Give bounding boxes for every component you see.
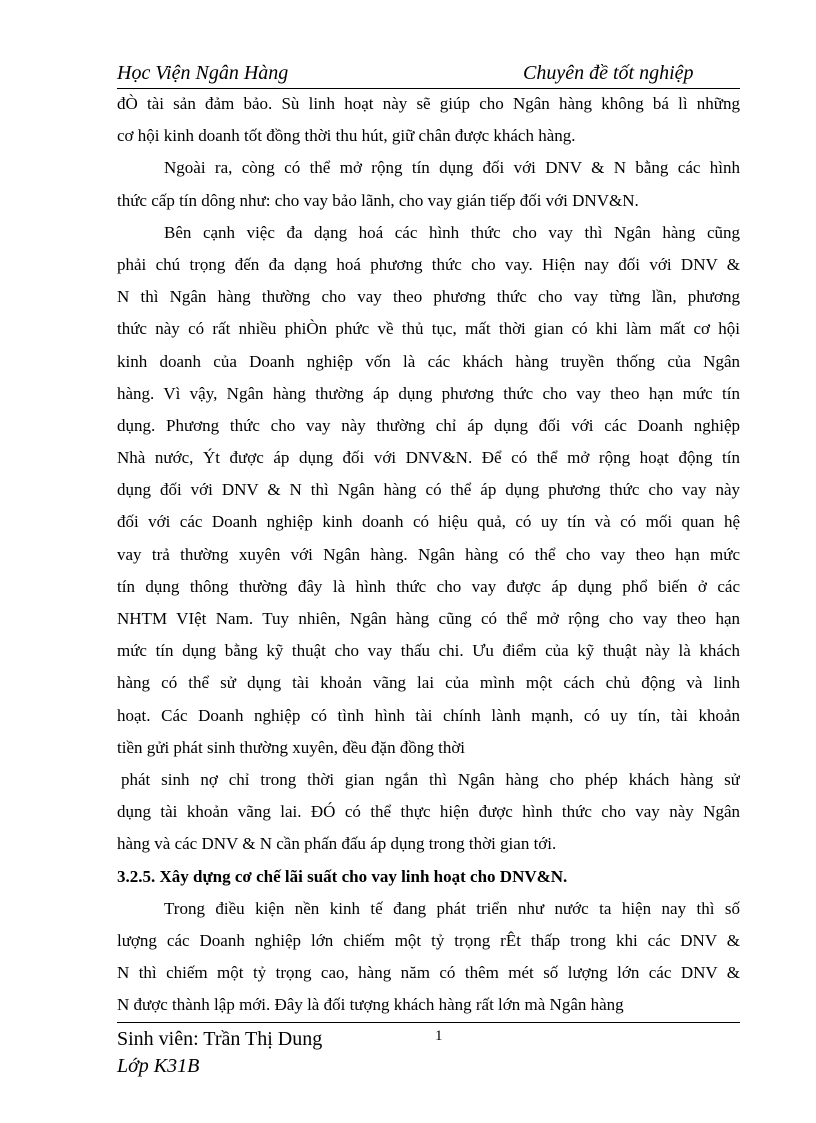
text-line: N được thành lập mới. Đây là đối tượng khách hàng rất lớn mà Ngân hàng (117, 995, 624, 1015)
text-line: thức này có rất nhiều phiÒn phức về thủ tục, mất thời gian có khi làm mất cơ hội (117, 319, 740, 339)
text-line: dụng tài khoản vãng lai. ĐÓ có thể thực hiện được hình thức cho vay này Ngân (117, 802, 740, 822)
section-heading: 3.2.5. Xây dựng cơ chế lãi suất cho vay linh hoạt cho DNV&N. (117, 866, 568, 886)
text-line: thức cấp tín dông như: cho vay bảo lãnh, cho vay gián tiếp đối với DNV&N. (117, 190, 639, 210)
text-line: dụng. Phương thức cho vay này thường chỉ áp dụng đối với các Doanh nghiệp (117, 415, 740, 435)
text-line: đÒ tài sản đảm bảo. Sù linh hoạt này sẽ giúp cho Ngân hàng không bá lì những (117, 94, 740, 113)
text-line: cơ hội kinh doanh tốt đồng thời thu hút, giữ chân được khách hàng. (117, 126, 576, 146)
footer-student-name: Sinh viên: Trần Thị Dung (117, 1028, 323, 1050)
page-number: 1 (435, 1028, 443, 1044)
text-line: Bên cạnh việc đa dạng hoá các hình thức cho vay thì Ngân hàng cũng (164, 222, 740, 242)
page-footer (117, 1022, 740, 1077)
text-line: hàng có thể sử dụng tài khoản vãng lai của mình một cách chủ động và linh (117, 673, 740, 693)
text-line: N thì chiếm một tỷ trọng cao, hàng năm có thêm mét số lượng lớn các DNV & (117, 963, 740, 983)
text-line: N thì Ngân hàng thường cho vay theo phương thức cho vay từng lần, phương (117, 287, 740, 307)
text-line: kinh doanh của Doanh nghiệp vốn là các khách hàng truyền thống của Ngân (117, 351, 740, 371)
body-text (117, 88, 740, 1021)
text-line: mức tín dụng bằng kỹ thuật cho vay thấu chi. Ưu điểm của kỹ thuật này là khách (117, 641, 740, 661)
text-line: phát sinh nợ chỉ trong thời gian ngắn thì Ngân hàng cho phép khách hàng sử (121, 769, 740, 789)
text-line: dụng đối với DNV & N thì Ngân hàng có thể áp dụng phương thức cho vay này (117, 480, 740, 500)
text-line: hoạt. Các Doanh nghiệp có tình hình tài chính lành mạnh, có uy tín, tài khoản (117, 705, 740, 725)
text-line: hàng. Vì vậy, Ngân hàng thường áp dụng phương thức cho vay theo hạn mức tín (117, 383, 740, 403)
header-document-type: Chuyên đề tốt nghiệp (523, 62, 694, 84)
footer-class: Lớp K31B (117, 1055, 200, 1077)
text-line: NHTM VIệt Nam. Tuy nhiên, Ngân hàng cũng có thể mở rộng cho vay theo hạn (117, 609, 740, 628)
text-line: tiền gửi phát sinh thường xuyên, đều đặn đồng thời (117, 737, 466, 757)
text-line: lượng các Doanh nghiệp lớn chiếm một tỷ trọng rÊt thấp trong khi các DNV & (117, 930, 740, 950)
text-line: hàng và các DNV & N cần phấn đấu áp dụng trong thời gian tới. (117, 834, 557, 854)
header-institution: Học Viện Ngân Hàng (117, 62, 289, 84)
text-line: Ngoài ra, còng có thể mở rộng tín dụng đối với DNV & N bằng các hình (164, 158, 740, 178)
page-header (117, 58, 740, 89)
text-line: Nhà nước, Ýt được áp dụng đối với DNV&N. Để có thể mở rộng hoạt động tín (117, 448, 740, 468)
text-line: Trong điều kiện nền kinh tế đang phát triển như nước ta hiện nay thì số (164, 898, 740, 918)
text-line: phải chú trọng đến đa dạng hoá phương thức cho vay. Hiện nay đối với DNV & (117, 254, 740, 274)
text-line: vay trả thường xuyên với Ngân hàng. Ngân hàng có thể cho vay theo hạn mức (117, 544, 740, 564)
text-line: tín dụng thông thường đây là hình thức cho vay được áp dụng phổ biến ở các (117, 576, 740, 596)
text-line: đối với các Doanh nghiệp kinh doanh có hiệu quả, có uy tín và có mối quan hệ (117, 512, 740, 532)
